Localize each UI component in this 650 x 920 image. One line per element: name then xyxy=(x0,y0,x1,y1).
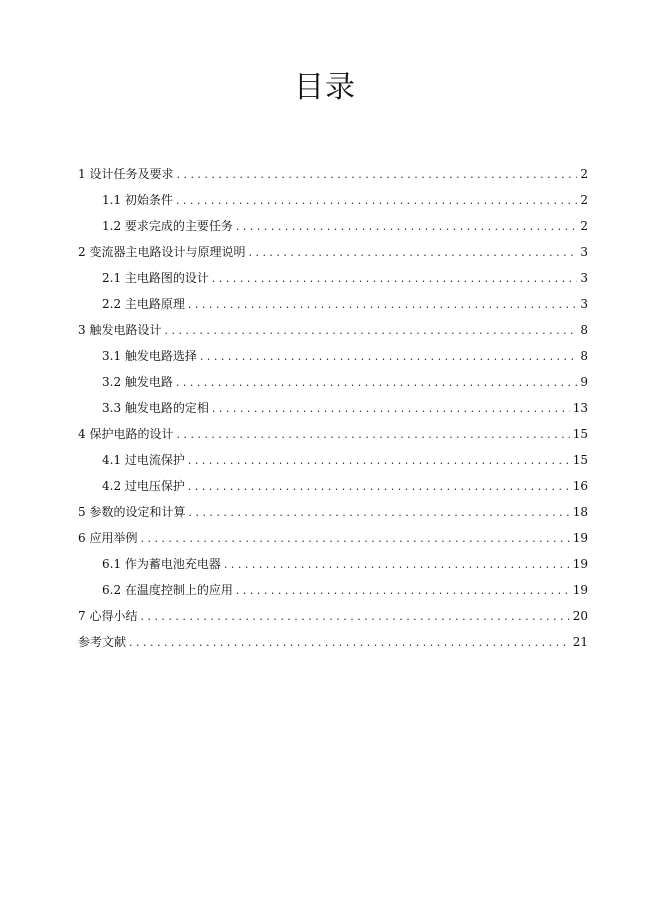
toc-page-number: 3 xyxy=(580,271,588,285)
toc-entry-title: 参考文献 xyxy=(78,635,127,649)
toc-entry[interactable] xyxy=(78,473,588,499)
toc-entry[interactable] xyxy=(78,239,588,265)
toc-entry-title: 1.1 初始条件 xyxy=(102,193,173,207)
toc-entry[interactable] xyxy=(78,187,588,213)
dot-leader xyxy=(176,422,569,448)
table-of-contents xyxy=(78,161,588,655)
toc-page-number: 2 xyxy=(580,219,588,233)
toc-page-number: 21 xyxy=(572,635,588,649)
dot-leader xyxy=(212,266,577,292)
toc-page-number: 19 xyxy=(572,531,588,545)
toc-page-number: 3 xyxy=(580,297,588,311)
toc-entry-title: 3.3 触发电路的定相 xyxy=(102,401,209,415)
toc-entry[interactable] xyxy=(78,369,588,395)
toc-entry[interactable] xyxy=(78,603,588,629)
dot-leader xyxy=(200,344,577,370)
page-title: 目录 xyxy=(294,70,356,105)
toc-entry-title: 1.2 要求完成的主要任务 xyxy=(102,219,233,233)
toc-entry[interactable] xyxy=(78,629,588,655)
toc-entry-title: 3.2 触发电路 xyxy=(102,375,173,389)
toc-page-number: 9 xyxy=(580,375,588,389)
toc-page-number: 19 xyxy=(572,557,588,571)
dot-leader xyxy=(140,604,569,630)
dot-leader xyxy=(188,292,577,318)
toc-entry-title: 6.1 作为蓄电池充电器 xyxy=(102,557,221,571)
dot-leader xyxy=(164,318,577,344)
toc-page-number: 18 xyxy=(572,505,588,519)
toc-entry[interactable] xyxy=(78,291,588,317)
toc-page-number: 2 xyxy=(580,193,588,207)
toc-entry-title: 7 心得小结 xyxy=(78,609,138,623)
toc-entry[interactable] xyxy=(78,551,588,577)
toc-entry-title: 4.2 过电压保护 xyxy=(102,479,185,493)
toc-entry-title: 2.2 主电路原理 xyxy=(102,297,185,311)
toc-entry[interactable] xyxy=(78,213,588,239)
toc-entry[interactable] xyxy=(78,447,588,473)
dot-leader xyxy=(140,526,569,552)
dot-leader xyxy=(248,240,577,266)
toc-entry-title: 2.1 主电路图的设计 xyxy=(102,271,209,285)
toc-page-number: 16 xyxy=(572,479,588,493)
dot-leader xyxy=(188,474,570,500)
toc-page-number: 8 xyxy=(580,323,588,337)
toc-entry-title: 5 参数的设定和计算 xyxy=(78,505,186,519)
toc-entry[interactable] xyxy=(78,421,588,447)
toc-page-number: 13 xyxy=(572,401,588,415)
dot-leader xyxy=(176,370,577,396)
toc-entry-title: 4.1 过电流保护 xyxy=(102,453,185,467)
dot-leader xyxy=(236,578,570,604)
toc-entry-title: 6.2 在温度控制上的应用 xyxy=(102,583,233,597)
toc-entry-title: 2 变流器主电路设计与原理说明 xyxy=(78,245,246,259)
toc-page-number: 8 xyxy=(580,349,588,363)
toc-page-number: 2 xyxy=(580,167,588,181)
toc-entry-title: 4 保护电路的设计 xyxy=(78,427,174,441)
toc-page-number: 3 xyxy=(580,245,588,259)
toc-entry[interactable] xyxy=(78,525,588,551)
toc-entry-title: 1 设计任务及要求 xyxy=(78,167,174,181)
toc-entry[interactable] xyxy=(78,577,588,603)
dot-leader xyxy=(212,396,570,422)
dot-leader xyxy=(236,214,577,240)
dot-leader xyxy=(188,500,569,526)
dot-leader xyxy=(176,188,577,214)
toc-entry-title: 3 触发电路设计 xyxy=(78,323,162,337)
toc-entry[interactable] xyxy=(78,265,588,291)
toc-entry[interactable] xyxy=(78,317,588,343)
toc-entry[interactable] xyxy=(78,161,588,187)
toc-entry[interactable] xyxy=(78,395,588,421)
toc-page-number: 19 xyxy=(572,583,588,597)
toc-page-number: 15 xyxy=(572,427,588,441)
toc-entry-title: 3.1 触发电路选择 xyxy=(102,349,197,363)
toc-page-number: 20 xyxy=(572,609,588,623)
toc-entry-title: 6 应用举例 xyxy=(78,531,138,545)
dot-leader xyxy=(224,552,570,578)
dot-leader xyxy=(188,448,570,474)
dot-leader xyxy=(129,630,570,656)
toc-entry[interactable] xyxy=(78,499,588,525)
toc-entry[interactable] xyxy=(78,343,588,369)
dot-leader xyxy=(176,162,577,188)
toc-page-number: 15 xyxy=(572,453,588,467)
